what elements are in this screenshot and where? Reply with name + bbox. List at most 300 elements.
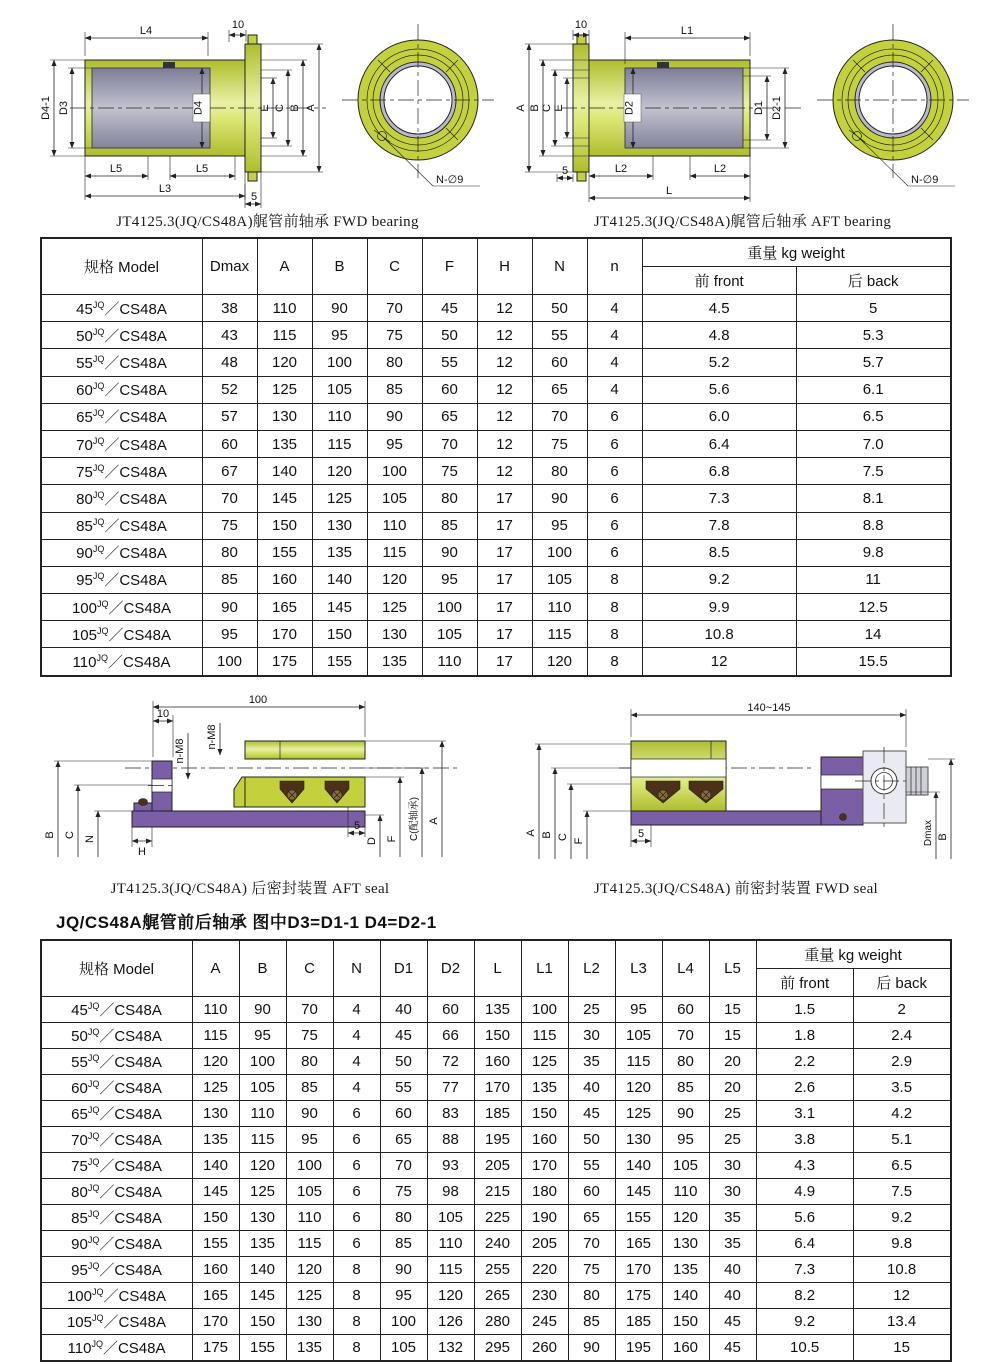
value-cell: 17 <box>477 594 532 621</box>
value-cell: 110 <box>367 512 422 539</box>
value-cell: 225 <box>474 1204 521 1230</box>
value-cell: 120 <box>367 566 422 593</box>
weight-cell: 6.4 <box>642 430 796 457</box>
value-cell: 12 <box>477 403 532 430</box>
value-cell: 15 <box>709 996 756 1022</box>
table-row <box>41 566 951 593</box>
value-cell: 60 <box>568 1178 615 1204</box>
value-cell: 43 <box>202 322 257 349</box>
table-row <box>41 430 951 457</box>
value-cell: 155 <box>192 1230 239 1256</box>
table-row <box>41 512 951 539</box>
value-cell: 50 <box>422 322 477 349</box>
value-cell: 220 <box>521 1256 568 1282</box>
value-cell: 85 <box>202 566 257 593</box>
table-row <box>41 349 951 376</box>
value-cell: 75 <box>422 458 477 485</box>
value-cell: 25 <box>709 1126 756 1152</box>
dim-label: B <box>529 104 541 112</box>
value-cell: 45 <box>568 1100 615 1126</box>
value-cell: 60 <box>427 996 474 1022</box>
aft-bearing-end-view <box>805 8 980 208</box>
value-cell: 180 <box>521 1178 568 1204</box>
value-cell: 6 <box>587 430 642 457</box>
weight-cell: 9.8 <box>853 1230 950 1256</box>
value-cell: 12 <box>477 349 532 376</box>
value-cell: 6 <box>333 1230 380 1256</box>
value-cell: 80 <box>202 539 257 566</box>
value-cell: 145 <box>239 1282 286 1308</box>
value-cell: 165 <box>192 1282 239 1308</box>
value-cell: 140 <box>662 1282 709 1308</box>
weight-cell: 10.5 <box>756 1334 853 1361</box>
value-cell: 110 <box>427 1230 474 1256</box>
weight-back-header: 后 back <box>853 968 950 996</box>
dim-label: E <box>553 104 565 112</box>
value-cell: 30 <box>568 1022 615 1048</box>
value-cell: 155 <box>257 539 312 566</box>
value-cell: 48 <box>202 349 257 376</box>
value-cell: 80 <box>662 1048 709 1074</box>
dim-label: 140~145 <box>747 701 791 714</box>
value-cell: 70 <box>532 403 587 430</box>
value-cell: 80 <box>286 1048 333 1074</box>
value-cell: 105 <box>286 1178 333 1204</box>
value-cell: 265 <box>474 1282 521 1308</box>
value-cell: 170 <box>521 1152 568 1178</box>
value-cell: 17 <box>477 512 532 539</box>
value-cell: 135 <box>474 996 521 1022</box>
weight-cell: 8.1 <box>796 485 950 512</box>
value-cell: 6 <box>333 1100 380 1126</box>
value-cell: 70 <box>202 485 257 512</box>
column-header: L1 <box>521 940 568 997</box>
value-cell: 280 <box>474 1308 521 1334</box>
value-cell: 45 <box>422 295 477 322</box>
value-cell: 110 <box>532 594 587 621</box>
model-cell: $55^{JQ}/CS48A$ <box>41 1048 193 1074</box>
dim-label: 100 <box>248 693 268 706</box>
weight-column-header: 重量 kg weight <box>642 238 951 267</box>
value-cell: 255 <box>474 1256 521 1282</box>
column-header: C <box>367 238 422 295</box>
value-cell: 70 <box>662 1022 709 1048</box>
value-cell: 72 <box>427 1048 474 1074</box>
dim-label: 5 <box>250 191 258 203</box>
value-cell: 8 <box>333 1282 380 1308</box>
model-cell: $100^{JQ}/CS48A$ <box>41 1282 193 1308</box>
value-cell: 185 <box>474 1100 521 1126</box>
value-cell: 80 <box>380 1204 427 1230</box>
column-header: A <box>192 940 239 997</box>
model-cell: $45^{JQ}/CS48A$ <box>41 996 193 1022</box>
value-cell: 12 <box>477 458 532 485</box>
weight-cell: 9.2 <box>853 1204 950 1230</box>
value-cell: 4 <box>333 996 380 1022</box>
value-cell: 205 <box>521 1230 568 1256</box>
weight-cell: 4.9 <box>756 1178 853 1204</box>
table-row <box>41 458 951 485</box>
value-cell: 95 <box>422 566 477 593</box>
value-cell: 6 <box>587 512 642 539</box>
dim-label: D1 <box>753 100 765 116</box>
value-cell: 170 <box>192 1308 239 1334</box>
value-cell: 20 <box>709 1048 756 1074</box>
table-row <box>41 1256 951 1282</box>
weight-cell: 8.2 <box>756 1282 853 1308</box>
value-cell: 160 <box>521 1126 568 1152</box>
dim-label: D3 <box>58 100 70 116</box>
weight-cell: 7.8 <box>642 512 796 539</box>
value-cell: 95 <box>239 1022 286 1048</box>
value-cell: 12 <box>477 322 532 349</box>
weight-cell: 14 <box>796 621 950 648</box>
table-row <box>41 539 951 566</box>
value-cell: 140 <box>312 566 367 593</box>
value-cell: 8 <box>333 1334 380 1361</box>
value-cell: 170 <box>615 1256 662 1282</box>
value-cell: 65 <box>422 403 477 430</box>
value-cell: 110 <box>422 648 477 676</box>
value-cell: 100 <box>422 594 477 621</box>
value-cell: 60 <box>380 1100 427 1126</box>
value-cell: 100 <box>312 349 367 376</box>
value-cell: 115 <box>239 1126 286 1152</box>
model-cell: $55^{JQ}/CS48A$ <box>41 349 203 376</box>
aft-bearing-section-drawing <box>505 8 805 208</box>
weight-cell: 3.5 <box>853 1074 950 1100</box>
value-cell: 12 <box>477 430 532 457</box>
weight-cell: 10.8 <box>642 621 796 648</box>
weight-cell: 9.2 <box>756 1308 853 1334</box>
fwd-seal-drawing <box>511 689 961 875</box>
weight-front-header: 前 front <box>756 968 853 996</box>
value-cell: 60 <box>532 349 587 376</box>
table-row <box>41 648 951 676</box>
value-cell: 185 <box>615 1308 662 1334</box>
value-cell: 85 <box>662 1074 709 1100</box>
value-cell: 175 <box>257 648 312 676</box>
value-cell: 125 <box>367 594 422 621</box>
dim-label: 5 <box>637 827 645 840</box>
weight-cell: 3.1 <box>756 1100 853 1126</box>
column-header: A <box>257 238 312 295</box>
fwd-bearing-end-view <box>330 8 505 208</box>
value-cell: 160 <box>662 1334 709 1361</box>
value-cell: 140 <box>239 1256 286 1282</box>
value-cell: 105 <box>239 1074 286 1100</box>
weight-cell: 4.5 <box>642 295 796 322</box>
dim-label: A <box>525 828 537 837</box>
table-row <box>41 1100 951 1126</box>
table-row <box>41 322 951 349</box>
weight-cell: 7.5 <box>853 1178 950 1204</box>
value-cell: 85 <box>422 512 477 539</box>
model-cell: $60^{JQ}/CS48A$ <box>41 1074 193 1100</box>
dim-label: A <box>305 104 317 112</box>
value-cell: 125 <box>192 1074 239 1100</box>
value-cell: 40 <box>568 1074 615 1100</box>
value-cell: 95 <box>202 621 257 648</box>
table-row <box>41 594 951 621</box>
value-cell: 135 <box>367 648 422 676</box>
weight-cell: 5.6 <box>642 376 796 403</box>
value-cell: 115 <box>192 1022 239 1048</box>
value-cell: 45 <box>380 1022 427 1048</box>
value-cell: 6 <box>587 539 642 566</box>
value-cell: 105 <box>380 1334 427 1361</box>
value-cell: 105 <box>615 1022 662 1048</box>
value-cell: 175 <box>615 1282 662 1308</box>
dim-label: n-M8 <box>174 738 186 764</box>
value-cell: 55 <box>568 1152 615 1178</box>
value-cell: 90 <box>422 539 477 566</box>
weight-cell: 7.3 <box>756 1256 853 1282</box>
value-cell: 160 <box>474 1048 521 1074</box>
value-cell: 120 <box>257 349 312 376</box>
table-row <box>41 1178 951 1204</box>
value-cell: 4 <box>587 376 642 403</box>
value-cell: 52 <box>202 376 257 403</box>
value-cell: 90 <box>532 485 587 512</box>
value-cell: 95 <box>380 1282 427 1308</box>
value-cell: 230 <box>521 1282 568 1308</box>
value-cell: 150 <box>521 1100 568 1126</box>
value-cell: 35 <box>709 1230 756 1256</box>
value-cell: 150 <box>192 1204 239 1230</box>
weight-cell: 5.3 <box>796 322 950 349</box>
value-cell: 115 <box>521 1022 568 1048</box>
seal-bearing-dimension-table <box>40 939 952 1362</box>
value-cell: 150 <box>312 621 367 648</box>
dim-label: 5 <box>353 819 361 832</box>
value-cell: 70 <box>367 295 422 322</box>
column-header: L4 <box>662 940 709 997</box>
value-cell: 100 <box>239 1048 286 1074</box>
value-cell: 170 <box>474 1074 521 1100</box>
value-cell: 77 <box>427 1074 474 1100</box>
dim-label: L5 <box>195 163 209 175</box>
aft-seal-group <box>30 689 470 898</box>
model-cell: $110^{JQ}/CS48A$ <box>41 648 203 676</box>
value-cell: 90 <box>312 295 367 322</box>
value-cell: 6 <box>333 1152 380 1178</box>
value-cell: 110 <box>257 295 312 322</box>
value-cell: 140 <box>192 1152 239 1178</box>
weight-cell: 9.8 <box>796 539 950 566</box>
model-cell: $110^{JQ}/CS48A$ <box>41 1334 193 1361</box>
column-header: N <box>333 940 380 997</box>
table-row <box>41 621 951 648</box>
dim-label: B <box>541 830 553 839</box>
value-cell: 80 <box>532 458 587 485</box>
value-cell: 120 <box>286 1256 333 1282</box>
weight-cell: 8.5 <box>642 539 796 566</box>
value-cell: 75 <box>367 322 422 349</box>
value-cell: 125 <box>239 1178 286 1204</box>
model-cell: $85^{JQ}/CS48A$ <box>41 512 203 539</box>
value-cell: 105 <box>662 1152 709 1178</box>
value-cell: 66 <box>427 1022 474 1048</box>
weight-cell: 1.5 <box>756 996 853 1022</box>
model-cell: $105^{JQ}/CS48A$ <box>41 621 203 648</box>
value-cell: 85 <box>286 1074 333 1100</box>
aft-bearing-group <box>505 8 980 231</box>
aft-seal-drawing <box>30 689 470 875</box>
value-cell: 85 <box>367 376 422 403</box>
value-cell: 50 <box>532 295 587 322</box>
value-cell: 4 <box>587 349 642 376</box>
value-cell: 110 <box>192 996 239 1022</box>
value-cell: 8 <box>587 648 642 676</box>
weight-cell: 9.2 <box>642 566 796 593</box>
value-cell: 8 <box>587 594 642 621</box>
weight-cell: 2.9 <box>853 1048 950 1074</box>
weight-cell: 7.5 <box>796 458 950 485</box>
value-cell: 98 <box>427 1178 474 1204</box>
value-cell: 12 <box>477 376 532 403</box>
value-cell: 90 <box>568 1334 615 1361</box>
value-cell: 190 <box>521 1204 568 1230</box>
table-row <box>41 1022 951 1048</box>
dim-label: 10 <box>156 707 170 720</box>
value-cell: 115 <box>286 1230 333 1256</box>
value-cell: 130 <box>192 1100 239 1126</box>
value-cell: 130 <box>662 1230 709 1256</box>
value-cell: 6 <box>333 1204 380 1230</box>
weight-back-header: 后 back <box>796 267 950 295</box>
model-column-header: 规格 Model <box>41 238 203 295</box>
value-cell: 20 <box>709 1074 756 1100</box>
weight-cell: 15.5 <box>796 648 950 676</box>
weight-cell: 6.1 <box>796 376 950 403</box>
value-cell: 125 <box>615 1100 662 1126</box>
model-cell: $70^{JQ}/CS48A$ <box>41 430 203 457</box>
value-cell: 135 <box>239 1230 286 1256</box>
column-header: B <box>239 940 286 997</box>
value-cell: 8 <box>333 1308 380 1334</box>
fwd-bearing-section-drawing <box>30 8 330 208</box>
column-header: N <box>532 238 587 295</box>
value-cell: 6 <box>333 1126 380 1152</box>
value-cell: 17 <box>477 648 532 676</box>
table-row <box>41 376 951 403</box>
value-cell: 130 <box>239 1204 286 1230</box>
value-cell: 110 <box>286 1204 333 1230</box>
value-cell: 160 <box>192 1256 239 1282</box>
value-cell: 45 <box>709 1308 756 1334</box>
table-row <box>41 1282 951 1308</box>
table-row <box>41 1126 951 1152</box>
value-cell: 130 <box>615 1126 662 1152</box>
value-cell: 115 <box>615 1048 662 1074</box>
value-cell: 295 <box>474 1334 521 1361</box>
dim-label: N <box>84 834 96 843</box>
value-cell: 70 <box>422 430 477 457</box>
table-row <box>41 1308 951 1334</box>
table-row <box>41 1204 951 1230</box>
value-cell: 95 <box>615 996 662 1022</box>
model-cell: $90^{JQ}/CS48A$ <box>41 539 203 566</box>
value-cell: 35 <box>709 1204 756 1230</box>
value-cell: 100 <box>367 458 422 485</box>
value-cell: 67 <box>202 458 257 485</box>
value-cell: 93 <box>427 1152 474 1178</box>
aft-seal-caption: JT4125.3(JQ/CS48A) 后密封装置 AFT seal <box>110 880 390 897</box>
model-cell: $60^{JQ}/CS48A$ <box>41 376 203 403</box>
value-cell: 100 <box>521 996 568 1022</box>
column-header: F <box>422 238 477 295</box>
value-cell: 75 <box>532 430 587 457</box>
dim-label: E <box>259 104 271 112</box>
value-cell: 195 <box>474 1126 521 1152</box>
value-cell: 130 <box>286 1308 333 1334</box>
weight-front-header: 前 front <box>642 267 796 295</box>
dim-label: C <box>557 832 569 841</box>
value-cell: 60 <box>202 430 257 457</box>
model-cell: $50^{JQ}/CS48A$ <box>41 322 203 349</box>
value-cell: 60 <box>422 376 477 403</box>
value-cell: 135 <box>521 1074 568 1100</box>
value-cell: 165 <box>615 1230 662 1256</box>
value-cell: 120 <box>239 1152 286 1178</box>
dim-label: D2-1 <box>771 96 783 120</box>
column-header: D2 <box>427 940 474 997</box>
fwd-bearing-group <box>30 8 505 231</box>
value-cell: 145 <box>257 485 312 512</box>
value-cell: 150 <box>662 1308 709 1334</box>
value-cell: 120 <box>532 648 587 676</box>
value-cell: 125 <box>521 1048 568 1074</box>
value-cell: 60 <box>662 996 709 1022</box>
model-cell: $100^{JQ}/CS48A$ <box>41 594 203 621</box>
value-cell: 170 <box>257 621 312 648</box>
table-row <box>41 1074 951 1100</box>
value-cell: 115 <box>367 539 422 566</box>
column-header: n <box>587 238 642 295</box>
value-cell: 83 <box>427 1100 474 1126</box>
value-cell: 145 <box>615 1178 662 1204</box>
value-cell: 90 <box>380 1256 427 1282</box>
value-cell: 38 <box>202 295 257 322</box>
weight-cell: 2.2 <box>756 1048 853 1074</box>
value-cell: 50 <box>568 1126 615 1152</box>
value-cell: 70 <box>568 1230 615 1256</box>
value-cell: 130 <box>312 512 367 539</box>
weight-cell: 11 <box>796 566 950 593</box>
weight-cell: 8.8 <box>796 512 950 539</box>
weight-cell: 15 <box>853 1334 950 1361</box>
value-cell: 6 <box>587 485 642 512</box>
value-cell: 75 <box>286 1022 333 1048</box>
weight-cell: 6.5 <box>853 1152 950 1178</box>
value-cell: 95 <box>367 430 422 457</box>
model-column-header: 规格 Model <box>41 940 193 997</box>
fwd-bearing-caption: JT4125.3(JQ/CS48A)艉管前轴承 FWD bearing <box>116 214 419 230</box>
value-cell: 126 <box>427 1308 474 1334</box>
value-cell: 4 <box>333 1048 380 1074</box>
dim-label: C <box>64 830 76 839</box>
weight-cell: 6.0 <box>642 403 796 430</box>
value-cell: 120 <box>662 1204 709 1230</box>
value-cell: 88 <box>427 1126 474 1152</box>
value-cell: 140 <box>257 458 312 485</box>
weight-cell: 4.8 <box>642 322 796 349</box>
weight-cell: 6.5 <box>796 403 950 430</box>
value-cell: 145 <box>192 1178 239 1204</box>
dim-label: H <box>138 845 146 858</box>
value-cell: 215 <box>474 1178 521 1204</box>
